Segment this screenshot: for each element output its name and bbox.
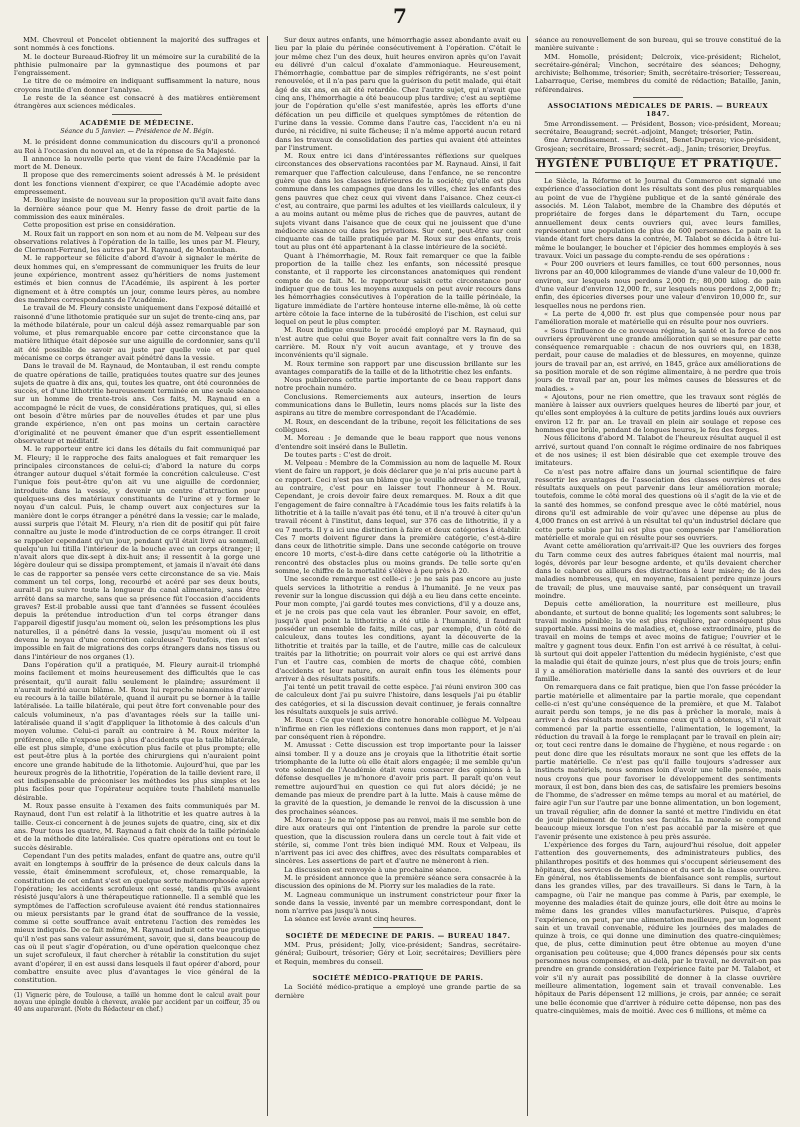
paragraph: séance au renouvellement de son bureau, qui se trouve constitué de la manière suivante : <box>535 36 781 53</box>
session-line: Séance du 5 Janvier. — Présidence de M. Bégin. <box>60 127 214 135</box>
paragraph: Ce n'est pas notre affaire dans un journal scientifique de faire ressortir les avantages de l'association des classes ouvrières et des résultats auxquels on peut parvenir dans leur amélioration morale; toutefois, comme le côté moral des questions où il s'agit de la vie et de la santé des hommes, se confond presque avec le côté matériel, nous dirons qu'il est admirable de voir qu'avec une dépense au plus de 4,000 francs on est arrivé à un résultat tel qu'un industriel déclare que cette perte subie par lui est plus que compensée par l'amélioration matérielle et morale qui en résulte pour ses ouvriers. <box>535 467 781 542</box>
paragraph: M. Roux fait un rapport en son nom et au nom de M. Velpeau sur des observations relatives à l'opération de la taille, les unes par M. Fleury, de Clermont-Ferrand, les autres par M. Raynaud, de Montauban. <box>14 229 260 255</box>
paragraph: Conclusions. Remerciements aux auteurs, insertion de leurs communications dans le Bulletin, leurs noms placés sur la liste des aspirans au titre de membre correspondant de l'Académie. <box>275 392 521 418</box>
paragraph: M. le rapporteur se félicite d'abord d'avoir à signaler le mérite de deux hommes qui, en s'empressant de communiquer les fruits de leur jeune expérience, montrent assez qu'héritiers de noms justement estimés et bien connus de l'Académie, ils aspirent à les porter dignement et à être comptés un jour, comme leurs pères, au nombre des membres correspondants de l'Académie. <box>14 254 260 304</box>
paragraph: M. Roux : Ce que vient de dire notre honorable collègue M. Velpeau n'infirme en rien les réflexions contenues dans mon rapport, et je n'ai par conséquent rien à répondre. <box>275 716 521 741</box>
paragraph: M. Boullay insiste de nouveau sur la proposition qu'il avait faite dans la dernière séance pour que M. Henry fasse de droit partie de la commission des eaux minérales. <box>14 196 260 221</box>
section-heading-societe-medecine: SOCIÉTÉ DE MÉDECINE DE PARIS. — BUREAU 1847. <box>285 931 511 940</box>
paragraph: Sur deux autres enfants, une hémorrhagie assez abondante avait eu lieu par la plaie du périnée consécutivement à l'opération. C'était le jour même chez l'un des deux, huit heures environ après qu'on l'avait eu délivré d'un calcul d'oxalate d'ammoniaque. Heureusement, l'hémorrhagie, combattue par de simples réfrigérants, ne s'est point renouvelée, et il n'a pas paru que la guérison du petit malade, qui était âgé de six ans, en ait été retardée. Chez l'autre sujet, qui n'avait que cinq ans, l'hémorrhagie a été beaucoup plus tardive; c'est au septième jour de l'opération qu'elle s'est manifestée, après les efforts d'une défécation un peu difficile et quelques symptômes de rétention de l'urine dans la vessie. Comme dans l'autre cas, l'accident n'a eu ni durée, ni récidive, ni suite fâcheuse; il n'a même apporté aucun retard dans les travaux de consolidation des parties qui avaient été atteintes par l'instrument. <box>275 36 521 152</box>
separator <box>373 969 423 970</box>
column-middle <box>275 36 521 1116</box>
paragraph: M. Moreau : Je demande que le beau rapport que nous venons d'entendre soit inséré dans le Bulletin. <box>275 434 521 451</box>
paragraph: M. Roux entre ici dans d'intéressantes réflexions sur quelques circonstances des observations racontées par M. Raynaud. Ainsi, il fait remarquer que l'affection calculeuse, dans l'enfance, ne se rencontre guère que dans les classes inférieures de la société; qu'elle est plus commune dans les campagnes que dans les villes, chez les enfants des gens pauvres que chez ceux qui vivent dans l'aisance. Chez ceux-ci c'est, au contraire, que parmi les adultes et les vieillards calculeux, il y a au moins autant ou même plus de riches que de pauvres, autant de sujets vivant dans l'aisance que de ceux qui ne jouissent que d'une médiocre aisance ou dans les privations. Sur cent, peut-être sur cent cinquante cas de taille pratiquée par M. Roux sur des enfants, trois tout au plus ont été appartenant à la classe intérieure de la société. <box>275 152 521 252</box>
paragraph: M. Velpeau : Membre de la Commission au nom de laquelle M. Roux vient de faire un rapport, je dois déclarer que je n'ai pris aucune part à ce rapport. Ceci n'est pas un blâme que je veuille adresser à ce travail, au contraire, c'est pour en laisser tout l'honneur à M. Roux. Cependant, je crois devoir faire deux remarques. M. Roux a dit que l'engagement de faire connaître à l'Académie tous les faits relatifs à la lithotritie et à la taille n'avait pas été tenu, et il n'a trouvé à citer qu'un travail récent à l'institut, dans lequel, sur 376 cas de lithotritie, il y a eu 7 morts. Il y a ici une distinction à faire et deux catégories à établir. Ces 7 morts doivent figurer dans la première catégorie, c'est-à-dire dans ceux de lithotritie simple. Dans une seconde catégorie on trouve encore 10 morts, c'est-à-dire dans cette catégorie où la lithotritie a rencontré des obstacles plus ou moins grands. De telle sorte qu'en somme, le chiffre de la mortalité s'élève à peu près à 20. <box>275 459 521 575</box>
paragraph: « Sous l'influence de ce nouveau régime, la santé et la force de nos ouvriers éprouvèrent une grande amélioration qui se mesure par cette conséquence remarquable : chacun de nos ouvriers qui, en 1838, perdait, pour cause de maladies et de blessures, en moyenne, quinze jours de travail par an, est arrivé, en 1845, grâce aux améliorations de sa position morale et de son régime alimentaire, à ne perdre que trois jours de travail par an, pour les mêmes causes de blessures et de maladies. » <box>535 326 781 393</box>
paragraph: Il propose que des remerciments soient adressés à M. le président dont les fonctions viennent d'expirer, ce que l'Académie adopte avec empressement. <box>14 171 260 197</box>
rubric-hygiene: HYGIÈNE PUBLIQUE ET PRATIQUE. <box>535 158 781 173</box>
paragraph: Quant à l'hémorrhagie, M. Roux fait remarquer ce que la faible proportion de la taille chez les enfants, son nécessité presque constante, et il rapporte les circonstances anatomiques qui rendent compte de ce fait. M. le rapporteur saisit cette circonstance pour indiquer que de tous les moyens auxquels on peut avoir recours dans les hémorrhagies consécutives à l'opération de la taille périnéale, la ligature immédiate de l'artère honteuse interne elle-même, là où cette artère côtoie la face interne de la tubérosité de l'ischion, est celui sur lequel on peut le plus compter. <box>275 251 521 327</box>
paragraph: Dans le travail de M. Raynaud, de Montauban, il est rendu compte de quatre opérations de taille, pratiquées toutes quatre sur des jeunes sujets de quatre à dix ans, qui, toutes les quatre, ont été couronnées de succès, et d'une lithotritie heureusement terminée en une seule séance sur un homme de trente-trois ans. Ces faits, M. Raynaud en a accompagné le récit de vues, de considérations pratiques, qui, si elles ont besoin d'être mûries par de nouvelles études et par une plus grande expérience, n'en ont pas moins un certain caractère d'originalité et ne peuvent émaner que d'un esprit essentiellement observateur et méditatif. <box>14 362 260 445</box>
paragraph: M. Roux, en descendant de la tribune, reçoit les félicitations de ses collègues. <box>275 417 521 434</box>
paragraph: M. le rapporteur entre ici dans les détails du fait communiqué par M. Fleury; il le rapproche des faits analogues et fait remarquer les principales circonstances de celui-ci; d'abord la nature du corps étranger autour duquel s'était formée la concrétion calculeuse. C'est l'unique fois peut-être qu'on ait vu une aiguille de cordonnier, introduite dans la vessie, y devenir un centre d'attraction pour quelques-uns des matériaux constituants de l'urine et y former le noyau d'un calcul. Puis, le champ ouvert aux conjectures sur la manière dont le corps étranger a pénétré dans la vessie; car le malade, aussi surpris que l'était M. Fleury, n'a rien dit de positif qui pût faire connaître au juste le mode d'introduction de ce corps étranger. Il croit se rappeler cependant qu'un jour, pendant qu'il était livré au sommeil, quelqu'un lui titilla l'intérieur de la bouche avec un corps étranger; il n'avait alors que dix-sept à dix-huit ans; il ressentit à la gorge une légère douleur qui se dissipa promptement, et jamais il n'avait été dans le cas de rapporter sa pensée vers cette circonstance de sa vie. Mais comment un tel corps, long, recourbé et acéré par ses deux bouts, aurait-il pu suivre toute la longueur du canal alimentaire, sans être arrêté dans sa marche, sans que sa présence fût l'occasion d'accidents graves? Est-il probable aussi que tant d'années se fussent écoulées depuis la prétendue introduction d'un tel corps étranger dans l'appareil digestif jusqu'au moment où, selon les présomptions les plus naturelles, il a pénétré dans la vessie, jusqu'au moment où il est devenu le noyau d'une concrétion calculeuse? Toutefois, rien n'est impossible en fait de migrations des corps étrangers dans nos tissus ou dans l'intérieur de nos organes (1). <box>14 445 260 661</box>
paragraph: M. Amussat : Cette discussion est trop importante pour la laisser ainsi tomber. Il y a douze ans je croyais que la lithotritie était sortie triomphante de la lutte où elle était alors engagée; il me semble qu'un vote solennel de l'Académie était venu consacrer des opinions à la défense desquelles je m'honore d'avoir pris part. Il paraît qu'on veut remettre aujourd'hui en question ce qui fut alors décidé; je ne demande pas mieux de prendre part à la lutte. Mais à cause même de la gravité de la question, je demande le renvoi de la discussion à une des prochaines séances. <box>275 741 521 816</box>
page-number: 7 <box>393 4 407 28</box>
paragraph: M. Moreau : Je ne m'oppose pas au renvoi, mais il me semble bon de dire aux orateurs qui ont l'intention de prendre la parole sur cette question, que la discussion roulera dans un cercle tout à fait vide et stérile, si, comme l'ont très bien indiqué MM. Roux et Velpeau, ils n'arrivent pas ici avec des chiffres, avec des résultats comparables et sincères. Les assertions de part et d'autre ne mèneront à rien. <box>275 815 521 866</box>
paragraph: « Pour 200 ouvriers et leurs familles, ce tout 600 personnes, nous livrons par an 40,000 kilogrammes de viande d'une valeur de 10,000 fr. environ, sur lesquels nous perdons 2,000 fr.; 80,000 kilog. de pain d'une valeur d'environ 12,000 fr., sur lesquels nous perdons 2,000 fr.; enfin, des épiceries diverses pour une valeur d'environ 10,000 fr., sur lesquelles nous ne perdons rien. <box>535 260 781 310</box>
paragraph: M. Lagneau communique un instrument constricteur pour fixer la sonde dans la vessie, inventé par un membre correspondant, dont le nom n'arrive pas jusqu'à nous. <box>275 890 521 916</box>
paragraph: Il annonce la nouvelle perte que vient de faire l'Académie par la mort de M. Deneux. <box>14 154 260 172</box>
paragraph: M. Roux termine son rapport par une discussion brillante sur les avantages comparatifs de la taille et de la lithotritie chez les enfants. <box>275 359 521 376</box>
separator <box>112 114 162 115</box>
footnote: (1) Vigneric père, de Toulouse, a taillé un homme dont le calcul avait pour noyau une épingle double à cheveux, avalée par accident par un coiffeur, 35 ou 40 ans auparavant. (Note du Rédacteur en chef.) <box>14 989 260 1014</box>
paragraph: Le titre de ce mémoire en indiquant suffisamment la nature, nous croyons inutile d'en donner l'analyse. <box>14 77 260 94</box>
paragraph: M. Roux passe ensuite à l'examen des faits communiqués par M. Raynaud, dont l'un est relatif à la lithotritie et les quatre autres à la taille. Ceux-ci concernent à de jeunes sujets de quatre, cinq, six et dix ans. Pour tous les quatre, M. Raynaud a fait choix de la taille périnéale et de la méthode dite latéralisée. Ces quatre opérations ont eu tout le succès désirable. <box>14 802 260 852</box>
paragraph: 6me Arrondissement. — Président, Benet-Duperau; vice-président, Grosjean; secrétaire, Brossard; secrét.-adj., Janin; trésorier, Dreyfus. <box>535 136 781 153</box>
paragraph: L'expérience des forges du Tarn, aujourd'hui résolue, doit appeler l'attention des gouvernements, des administrateurs publics, des philanthropes positifs et des hommes qui s'occupent sérieusement des hôpitaux, des services de bienfaisance et du sort de la classe ouvrière. En général, nos établissements de bienfaisance sont remplis, surtout dans les grandes villes, par des travailleurs. Si dans le Tarn, à la campagne, où l'air ne manque pas comme à Paris, par exemple, le moyenne des maladies était de quinze jours, elle doit être au moins le même dans les grandes villes manufacturières. Puisque, d'après l'expérience, on peut, par une alimentation meilleure, par un logement sain et un travail convenable, réduire les journées des malades de quinze à trois, ce qui donne une diminution des quatre-cinquièmes; que, de plus, cette diminution peut être obtenue au moyen d'une organisation peu coûteuse; que 4,000 francs dépensés pour six cents personnes nous compenses, et au-delà, par le travail, ne devrait-on pas prendre en grande considération l'expérience faite par M. Talabot, et voir s'il n'y aurait pas possibilité de donner à la classe ouvrière meilleure alimentation, logement sain et travail convenable. Les hôpitaux de Paris dépensent 12 millions, je crois, par année; ce serait une belle économie que d'arriver à réduire cette dépense, non pas des quatre-cinquièmes, mais de moitié. Avec ces 6 millions, et même ca <box>535 840 781 1015</box>
paragraph: « La perte de 4,000 fr. est plus que compensée pour nous par l'amélioration morale et matérielle qui en résulte pour nos ouvriers. <box>535 309 781 327</box>
paragraph: La discussion est renvoyée à une prochaine séance. <box>284 865 462 874</box>
paragraph: Avant cette amélioration qu'arrivait-il? Que les ouvriers des forges du Tarn comme ceux des autres fabriques étaient mal nourris, mal logés, dévorés par leur besogne ardente, et qu'ils devaient chercher dans le cabaret ou ailleurs des distractions à leur misère; de là des maladies nombreuses, qui, en moyenne, faisaient perdre quinze jours de travail; de plus, une mauvaise santé, par conséquent un travail moindre. <box>535 542 781 600</box>
paragraph: MM. Prus, président; Jolly, vice-président; Sandras, secrétaire-général; Guibourt, trésorier; Géry et Loir, secrétaires; Devilliers père et Requin, membres du conseil. <box>275 941 521 966</box>
section-heading-academie: ACADÉMIE DE MÉDECINE. <box>79 118 195 127</box>
paragraph: Nous publierons cette partie importante de ce beau rapport dans notre prochain numéro. <box>275 376 521 393</box>
paragraph: J'ai tenté un petit travail de cette espèce. J'ai réuni environ 300 cas de calculeux dont j'ai pu suivre l'histoire, dans lesquels j'ai pu établir des catégories, et si la discussion devait continuer, je ferais connaître les résultats auxquels je suis arrivé. <box>275 683 521 717</box>
column-rule <box>527 36 528 1116</box>
paragraph: La séance est levée avant cinq heures. <box>284 915 417 924</box>
paragraph: Depuis cette amélioration, la nourriture est meilleure, plus abondante, et surtout de bonne qualité; les logements sont salubres; le travail moins pénible; la vie est plus régulière, par conséquent plus supportable. Aussi moins de maladies, et, chose extraordinaire, plus de travail en moins de temps et avec moins de fatigue; l'ouvrier et le maître y gagnent tous deux. Enfin l'on est arrivé à ce résultat, à celui-là surtout qui doit appeler l'attention du médecin hygiéniste, c'est que la maladie qui était de quinze jours, n'est plus que de trois jours; enfin il y a amélioration matérielle dans la santé des ouvriers et de leur famille. <box>535 600 781 683</box>
separator <box>373 927 423 928</box>
section-heading-societe-medico-pratique: SOCIÉTÉ MÉDICO-PRATIQUE DE PARIS. <box>312 973 484 982</box>
column-rule <box>267 36 268 1116</box>
paragraph: M. le président annonce que la première séance sera consacrée à la discussion des opinions de M. Piorry sur les maladies de la rate. <box>275 873 521 891</box>
paragraph: MM. Chevreul et Poncelet obtiennent la majorité des suffrages et sont nommés à ces fonctions. <box>14 36 260 53</box>
paragraph: Le travail de M. Fleury consiste uniquement dans l'exposé détaillé et raisonné d'une lithotomie pratiquée sur un sujet de trente-cinq ans, par la méthode bilatérale, pour un calcul déjà assez remarquable par son volume, et plus remarquable encore par cette circonstance que la matière lithique était déposée sur une aiguille de cordonnier, sans qu'il ait été possible de savoir au juste par quelle voie et par quel mécanisme ce corps étranger avait pénétré dans la vessie. <box>14 304 260 362</box>
paragraph: Cette proposition est prise en considération. <box>23 221 176 230</box>
paragraph: MM. Homolle, président; Delcroix, vice-président; Richelot, secrétaire-général; Vinchon, secrétaire des séances; Dehogny, archiviste; Belhomme, trésorier; Smith, secrétaire-trésorier; Tessereau, Labarraque, Cerise, membres du comité de rédaction; Bataille, Janin, référendaires. <box>535 52 781 94</box>
paragraph: M. Roux indique ensuite le procédé employé par M. Raynaud, qui n'est autre que celui que Boyer avait fait connaître vers la fin de sa carrière. M. Roux n'y voit aucun avantage, et y trouve des inconvénients qu'il signale. <box>275 326 521 360</box>
section-heading-associations: ASSOCIATIONS MÉDICALES DE PARIS. — BUREAUX 1847. <box>547 102 769 119</box>
paragraph: La Société médico-pratique a employé une grande partie de sa dernière <box>275 983 521 1000</box>
paragraph: Dans l'opération qu'il a pratiquée, M. Fleury aurait-il triomphé moins facilement et moins heureusement des difficultés que le cas présentait, qu'il aurait fallu seulement le plaindre; assurément il n'aurait mérité aucun blâme. M. Roux lui reproche néanmoins d'avoir eu recours à la taille bilatérale, quand il aurait pu se borner à la taille latéralisée. La taille bilatérale, qui peut être fort convenable pour des calculs volumineux, n'a pas d'avantages réels sur la taille uni-latéralisée quand il s'agit d'appliquer la lithotomie à des calculs d'un moyen volume. Celui-ci paraît au contraire à M. Roux mériter la préférence, elle n'expose pas à plus d'accidents que la taille bilatérale, elle est plus simple, d'une exécution plus facile et plus prompte; elle est peut-être plus à la portée des chirurgiens qui n'auraient point encore une grande habitude de la lithotomie. Aujourd'hui, que par les heureux progrès de la lithotritie, l'opération de la taille devient rare, il est indispensable de préconiser les méthodes les plus simples et les plus faciles pour que l'opérateur acquière toute l'habileté manuelle désirable. <box>14 660 260 802</box>
paragraph: 5me Arrondissement. — Président, Bosson; vice-président, Moreau; secrétaire, Beaugrand; secrét.-adjoint, Manget; trésorier, Patin. <box>535 119 781 136</box>
paragraph: Le reste de la séance est consacré à des matières entièrement étrangères aux sciences médicales. <box>14 94 260 111</box>
paragraph: M. le docteur Bureaud-Riofrey lit un mémoire sur la curabilité de la phthisie pulmonaire par la gymnastique des poumons et par l'engraissement. <box>14 52 260 78</box>
paragraph: M. le président donne communication du discours qu'il a prononcé au Roi à l'occasion du nouvel an, et de la réponse de Sa Majesté. <box>14 138 260 155</box>
paragraph: On remarquera dans ce fait pratique, bien que l'on fasse précéder la partie matérielle et alimentaire par la partie morale, que cependant celle-ci n'est qu'une conséquence de la première, et que M. Talabot aurait perdu son temps, je ne dis pas à prêcher la morale, mais à arriver à des résultats moraux comme ceux qu'il a obtenus, s'il n'avait commencé par la partie essentielle, l'alimentation, le logement, la réduction du travail à la forge le remplaçant par le travail en plein air; or, tout ceci rentre dans le domaine de l'hygiène, et nous regarde : on peut donc dire que les résultats moraux ne sont que les effets de la partie matérielle. Ce n'est pas qu'il faille toujours s'adresser aux instincts matériels, nous sommes loin d'avoir une telle pensée, mais nous croyons que pour favoriser le développement des sentiments moraux, il est bon, dans bien des cas, de satisfaire les premiers besoins de l'homme, de s'adresser en même temps au moral et au matériel, de faire agir l'un sur l'autre par une bonne alimentation, un bon logement, un travail régulier, afin de donner la santé et mettre l'individu en état de jouir pleinement de toutes ses facultés. La morale se comprend beaucoup mieux lorsque l'on n'est pas accablé par la misère et que l'avenir présente une existence à peu près assurée. <box>535 683 781 841</box>
column-right <box>535 36 781 1116</box>
paragraph: De toutes parts : C'est de droit. <box>284 450 392 459</box>
separator <box>633 97 683 98</box>
paragraph: Cependant l'un des petits malades, enfant de quatre ans, outre qu'il avait en longtemps à souffrir de la présence de deux calculs dans la vessie, était éminemment scrofuleux, et, chose remarquable, la constitution de cet enfant s'est en quelque sorte métamorphosée après l'opération; les accidents scrofuleux ont cessé, tandis qu'ils avaient résisté jusqu'alors à une thérapeutique rationnelle. Il a semblé que les symptômes de l'affection scrofuleuse avaient été rendus stationnaires ou mieux persistants par le grand état de souffrance de la vessie, comme si cette souffrance avait entretenu l'action des remèdes les mieux indiqués. De ce fait même, M. Raynaud induit cette vue pratique qu'il n'est pas sans valeur assurément, savoir, que si, dans beaucoup de cas où il peut s'agir d'opération, ou d'une opération quelconque chez un sujet scrofuleux, il faut chercher à rétablir la constitution du sujet avant d'opérer, il en est aussi dans lesquels il faut opérer d'abord, pour combattre ensuite avec plus d'avantages le vice général de la constitution. <box>14 851 260 985</box>
paragraph: Une seconde remarque est celle-ci : je ne sais pas encore au juste quels services la lithotritie a rendus à l'humanité. Je ne veux pas revenir sur la longue discussion qui déjà a eu lieu dans cette enceinte. Pour mon compte, j'ai gardé toutes mes convictions, d'il y a douze ans, et je ne crois pas que cela vaut les ébranler. Pour savoir, en effet, jusqu'à quel point la lithotritie a été utile à l'humanité, il faudrait posséder un ensemble de faits, mille cas, par exemple, d'un côté de calculeux, dans toutes les conditions, ayant la découverte de la lithotritie et traités par la taille, et de l'autre, mille cas de calculeux traités par la lithotritie; on pourrait voir alors ce qui est arrivé dans l'un et l'autre cas, combien de morts de chaque côté, combien d'accidents et leur nature, on aurait enfin tous les éléments pour arriver à des résultats positifs. <box>275 575 521 683</box>
column-left <box>14 36 260 1116</box>
paragraph: Le Siècle, la Réforme et le Journal du Commerce ont signalé une expérience d'association dont les résultats sont des plus remarquables au point de vue de l'hygiène publique et de la santé générale des associés. M. Léon Talabot, membre de la Chambre des députés et propriétaire de forges dans le département du Tarn, occupe annuellement deux cents ouvriers qui, avec leurs familles, représentent une population de plus de 600 personnes. Le pain et la viande étant fort chers dans la contrée, M. Talabot se décida à être lui-même le boulanger, le boucher et l'épicier des hommes employés à ses travaux. Voici un passage du compte-rendu de ses opérations : <box>535 177 781 260</box>
paragraph: Nous félicitons d'abord M. Talabot de l'heureux résultat auquel il est arrivé, surtout quand l'on connaît le régime ordinaire de nos fabriques et de nos usines; il est bien désirable que cet exemple trouve des imitateurs. <box>535 434 781 468</box>
paragraph: « Ajoutons, pour ne rien omettre, que les travaux sont réglés de manière à laisser aux ouvriers quelques heures de liberté par jour, et qu'elles sont employées à la culture de petits jardins loués aux ouvriers environ 12 fr. par an. Le travail en plein air soulage et repose ces hommes que brûle, pendant de longues heures, le feu des forges. <box>535 392 781 435</box>
